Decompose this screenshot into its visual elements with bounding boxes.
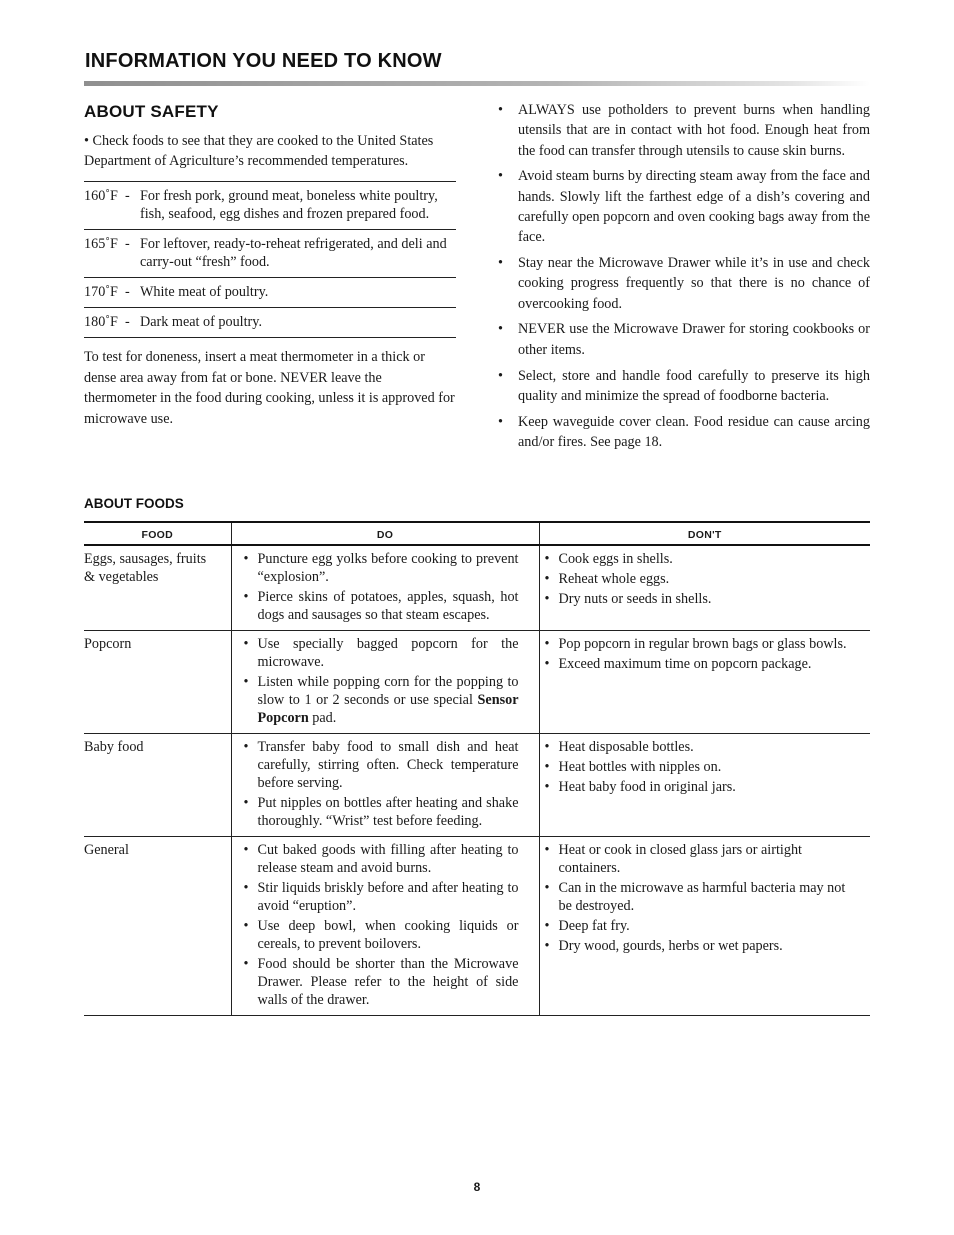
list-item: • Pop popcorn in regular brown bags or glass bowls. <box>544 636 847 652</box>
bullet-icon: • <box>544 571 550 587</box>
bullet-icon: • <box>544 918 550 934</box>
bullet-icon: • <box>243 956 249 972</box>
list-item: • Put nipples on bottles after heating and shake thoroughly. “Wrist” test before feeding. <box>243 795 519 829</box>
bullet-icon: • <box>243 880 249 896</box>
bullet-icon: • <box>243 842 249 858</box>
list-item: • Heat baby food in original jars. <box>544 779 736 795</box>
temperature-table <box>84 181 456 338</box>
bullet-icon: • <box>243 918 249 934</box>
temperature-degrees: 160˚F - <box>84 188 130 204</box>
food-cell: Popcorn <box>84 631 231 734</box>
bullet-icon: • <box>544 880 550 896</box>
list-item: • ALWAYS use potholders to prevent burns when handling utensils that are in contact with hot food. Enough heat from the food can transfer through utensils to cause skin burns. <box>498 102 870 159</box>
bullet-icon: • <box>544 591 550 607</box>
temperature-description: Dark meat of poultry. <box>140 314 262 330</box>
table-row <box>84 545 870 631</box>
list-item: • Cut baked goods with filling after heating to release steam and avoid burns. <box>243 842 519 876</box>
list-item: • Puncture egg yolks before cooking to prevent “explosion”. <box>243 551 519 585</box>
bullet-icon: • <box>544 551 550 567</box>
bullet-icon: • <box>243 739 249 755</box>
bullet-icon: • <box>243 795 249 811</box>
list-item: • Keep waveguide cover clean. Food residue can cause arcing and/or fires. See page 18. <box>498 413 870 450</box>
sensor-popcorn-label: Sensor Popcorn <box>257 692 519 726</box>
list-item: • Select, store and handle food carefully to preserve its high quality and minimize the spread of foodborne bacteria. <box>498 367 870 404</box>
safety-intro: • Check foods to see that they are cooked to the United States Department of Agriculture’s recommended temperatures. <box>84 133 434 169</box>
column-header-dont: DON'T <box>539 522 870 545</box>
safety-right-column <box>497 100 870 458</box>
table-row <box>84 837 870 1016</box>
bullet-icon: • <box>544 656 550 672</box>
bullet-icon: • <box>544 779 550 795</box>
list-item: • Heat or cook in closed glass jars or airtight containers. <box>544 842 802 876</box>
bullet-icon: • <box>498 367 503 384</box>
bullet-icon: • <box>544 938 550 954</box>
bullet-icon: • <box>498 168 503 185</box>
list-item: • Dry wood, gourds, herbs or wet papers. <box>544 938 783 954</box>
temperature-degrees: 165˚F - <box>84 236 130 252</box>
bullet-icon: • <box>544 842 550 858</box>
temperature-description: White meat of poultry. <box>140 284 269 300</box>
bullet-icon: • <box>498 321 503 338</box>
do-cell <box>231 734 539 837</box>
bullet-icon: • <box>544 739 550 755</box>
do-cell <box>231 631 539 734</box>
list-item: • Dry nuts or seeds in shells. <box>544 591 712 607</box>
list-item: • Avoid steam burns by directing steam away from the face and hands. Slowly lift the farthest edge of a dish’s covering and carefully open popcorn and oven cooking bags away from the face. <box>498 168 870 246</box>
about-foods-heading: ABOUT FOODS <box>84 496 184 511</box>
list-item: • Food should be shorter than the Microwave Drawer. Please refer to the height of side walls of the drawer. <box>243 956 519 1008</box>
bullet-icon: • <box>243 551 249 567</box>
temperature-degrees: 170˚F - <box>84 284 130 300</box>
list-item: • Can in the microwave as harmful bacteria may not be destroyed. <box>544 880 846 914</box>
list-item: • NEVER use the Microwave Drawer for storing cookbooks or other items. <box>498 321 870 358</box>
bullet-icon: • <box>544 759 550 775</box>
safety-bullets <box>497 100 870 452</box>
temperature-row <box>84 308 456 338</box>
title-rule <box>84 81 870 86</box>
dont-cell <box>539 837 870 1016</box>
table-row <box>84 631 870 734</box>
list-item: • Use specially bagged popcorn for the microwave. <box>243 636 519 670</box>
temperature-description: For leftover, ready-to-reheat refrigerated, and deli and carry-out “fresh” food. <box>140 236 447 270</box>
temperature-row <box>84 278 456 308</box>
temperature-row <box>84 182 456 230</box>
bullet-icon: • <box>498 255 503 272</box>
bullet-icon: • <box>243 589 249 605</box>
thermometer-note: To test for doneness, insert a meat thermometer in a thick or dense area away from fat or bone. NEVER leave the thermometer in the food during cooking, unless it is approved for microwave use. <box>84 349 455 427</box>
list-item: • Reheat whole eggs. <box>544 571 670 587</box>
list-item: • Stir liquids briskly before and after heating to avoid “eruption”. <box>243 880 519 914</box>
list-item: • Listen while popping corn for the popping to slow to 1 or 2 seconds or use special Sensor Popcorn pad. <box>243 674 519 726</box>
dont-cell <box>539 631 870 734</box>
list-item: • Transfer baby food to small dish and heat carefully, stirring often. Check temperature before serving. <box>243 739 519 791</box>
page-number: 8 <box>473 1180 481 1194</box>
dont-cell <box>539 734 870 837</box>
bullet-icon: • <box>498 413 503 430</box>
do-cell <box>231 837 539 1016</box>
bullet-icon: • <box>498 102 503 118</box>
list-item: • Heat disposable bottles. <box>544 739 694 755</box>
food-cell: Baby food <box>84 734 231 837</box>
temperature-row <box>84 230 456 278</box>
list-item: • Deep fat fry. <box>544 918 630 934</box>
bullet-icon: • <box>544 636 550 652</box>
bullet-icon: • <box>243 636 249 652</box>
column-header-do: DO <box>231 522 539 545</box>
bullet-icon: • <box>243 674 249 690</box>
do-cell <box>231 545 539 631</box>
list-item: • Exceed maximum time on popcorn package. <box>544 656 812 672</box>
foods-table <box>84 521 870 1016</box>
column-header-food: FOOD <box>84 522 231 545</box>
list-item: • Stay near the Microwave Drawer while it’s in use and check cooking progress frequently so that there is no chance of overcooking food. <box>498 255 870 312</box>
temperature-description: For fresh pork, ground meat, boneless white poultry, fish, seafood, egg dishes and frozen prepared food. <box>140 188 438 222</box>
food-cell: General <box>84 837 231 1016</box>
list-item: • Heat bottles with nipples on. <box>544 759 722 775</box>
safety-left-column <box>84 102 456 429</box>
table-row <box>84 734 870 837</box>
temperature-degrees: 180˚F - <box>84 314 130 330</box>
about-safety-heading: ABOUT SAFETY <box>84 102 219 121</box>
list-item: • Cook eggs in shells. <box>544 551 673 567</box>
list-item: • Use deep bowl, when cooking liquids or cereals, to prevent boilovers. <box>243 918 519 952</box>
list-item: • Pierce skins of potatoes, apples, squash, hot dogs and sausages so that steam escapes. <box>243 589 519 623</box>
dont-cell <box>539 545 870 631</box>
table-header-row <box>84 522 870 545</box>
food-cell: Eggs, sausages, fruits & vegetables <box>84 545 231 631</box>
page-title: INFORMATION YOU NEED TO KNOW <box>85 50 442 72</box>
